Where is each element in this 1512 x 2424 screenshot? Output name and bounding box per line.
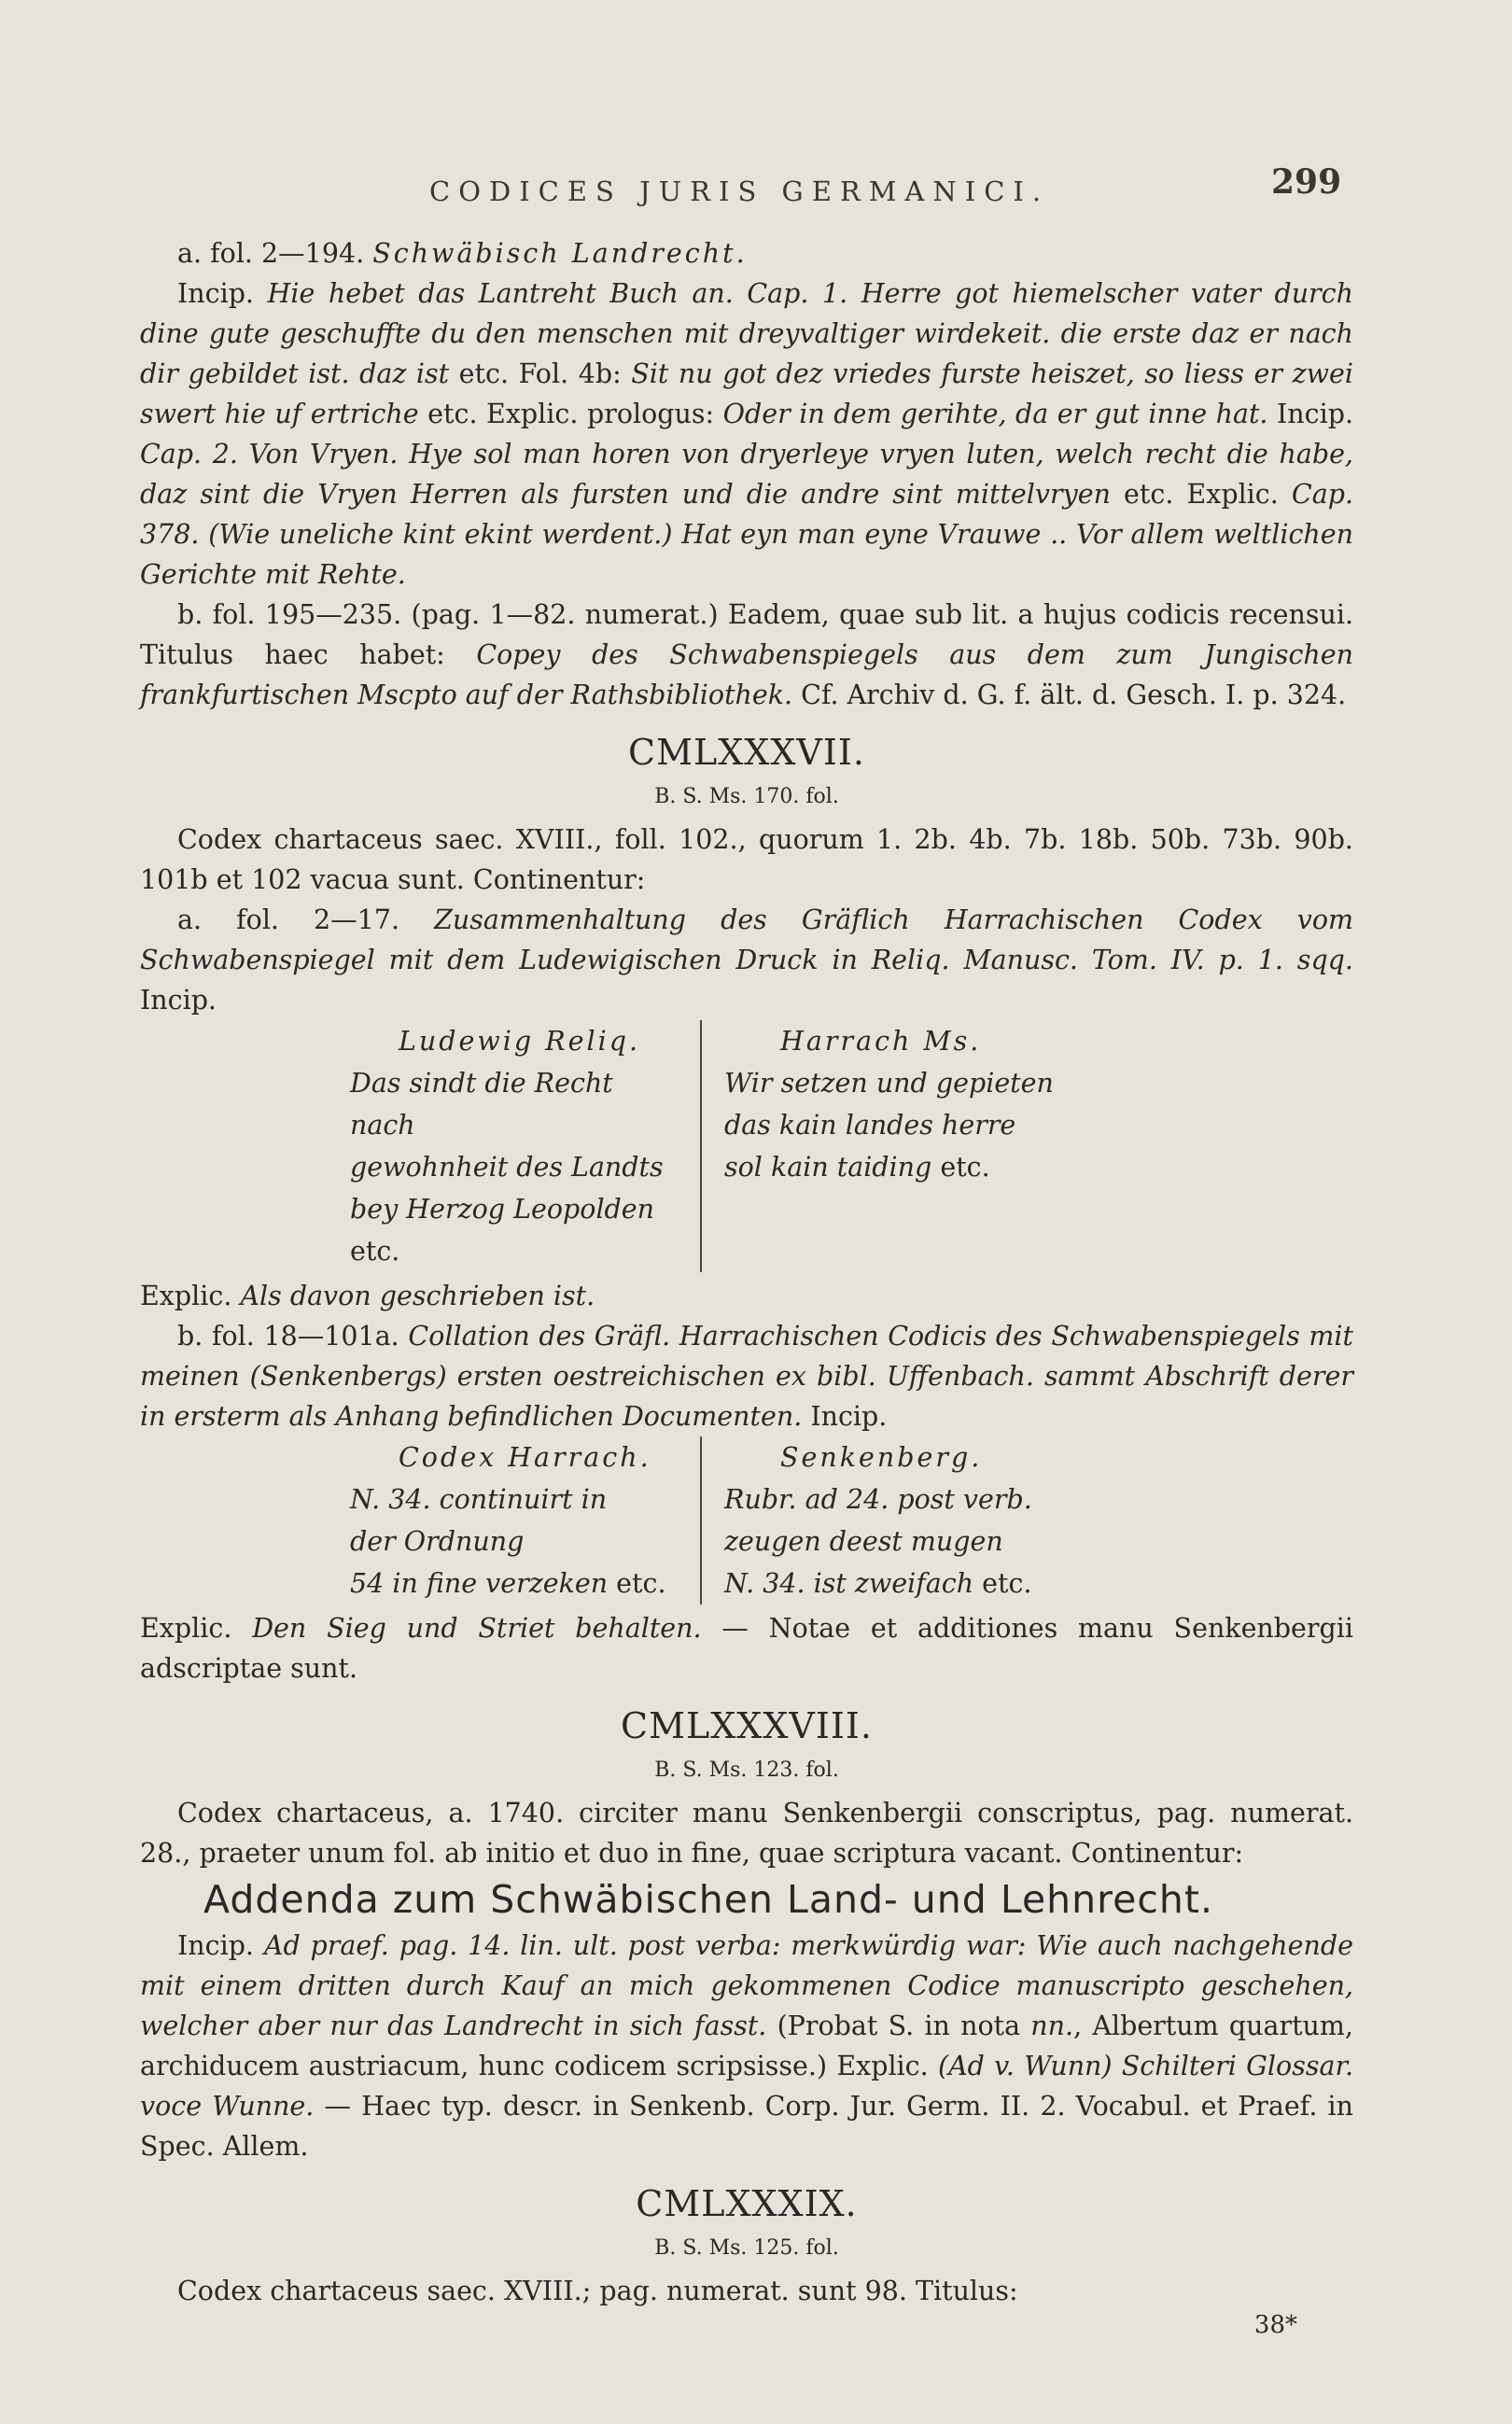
column-heading: Senkenberg. [780, 1442, 983, 1473]
column-heading: Harrach Ms. [780, 1026, 982, 1057]
entry-b-987: b. fol. 18—101a. Collation des Gräfl. Harrachischen Codicis des Schwabenspiegels mit meinen (Senkenbergs) ersten oestreichischen ex bibl. Uffenbach. sammt Abschrift derer in ersterm als Anhang befindlichen Documenten. Incip. [140, 1321, 1353, 1432]
comparison-columns-2 [140, 1436, 1353, 1604]
column-codex-harrach [140, 1436, 702, 1604]
page-body [140, 233, 1353, 2339]
shelfmark-987: B. S. Ms. 170. fol. [654, 785, 839, 808]
entry-a-incipit: Incip. Hie hebet das Lantreht Buch an. Cap. 1. Herre got hiemelscher vater durch dine gute geschuffte du den menschen mit dreyvaltiger wirdekeit. die erste daz er nach dir gebildet ist. daz ist etc. Fol. 4b: Sit nu got dez vriedes furste heiszet, so liess er zwei swert hie uf ertriche etc. Explic. prologus: Oder in dem gerihte, da er gut inne hat. Incip. Cap. 2. Von Vryen. Hye sol man horen von dryerleye vryen luten, welch recht die habe, daz sint die Vryen Herren als fursten und die andre sint mittelvryen etc. Explic. Cap. 378. (Wie uneliche kint ekint werdent.) Hat eyn man eyne Vrauwe .. Vor allem weltlichen Gerichte mit Rehte. [140, 278, 1354, 590]
column-heading: Codex Harrach. [399, 1442, 651, 1473]
column-line: Das sindt die Recht nach [350, 1068, 613, 1141]
codex-description-987: Codex chartaceus saec. XVIII., foll. 102., quorum 1. 2b. 4b. 7b. 18b. 50b. 73b. 90b. 101b et 102 vacua sunt. Continentur: [140, 824, 1353, 895]
column-harrach [702, 1020, 1054, 1272]
entry-a-987: a. fol. 2—17. Zusammenhaltung des Gräflich Harrachischen Codex vom Schwabenspiegel mit dem Ludewigischen Druck in Reliq. Manusc. Tom. IV. p. 1. sqq. Incip. [140, 904, 1353, 1016]
incipit-988: Incip. Ad praef. pag. 14. lin. ult. post verba: merkwürdig war: Wie auch nachgehende mit einem dritten durch Kauf an mich gekommenen Codice manuscripto geschehen, welcher aber nur das Landrecht in sich fasst. (Probat S. in nota nn., Albertum quartum, archiducem austriacum, hunc codicem scripsisse.) Explic. (Ad v. Wunn) Schilteri Glossar. voce Wunne. — Haec typ. descr. in Senkenb. Corp. Jur. Germ. II. 2. Vocabul. et Praef. in Spec. Allem. [140, 1930, 1354, 2162]
codex-heading-987: CMLXXXVII. [628, 732, 865, 773]
signature-mark: 38* [1253, 2311, 1297, 2339]
comparison-columns-1 [140, 1020, 1353, 1272]
column-line: sol kain taiding etc. [724, 1152, 990, 1183]
explicit-987b: Explic. Den Sieg und Striet behalten. — Notae et additiones manu Senkenbergii adscriptae sunt. [140, 1613, 1354, 1684]
shelfmark-989: B. S. Ms. 125. fol. [654, 2236, 839, 2260]
running-title: CODICES JURIS GERMANICI. [429, 175, 1050, 207]
column-senkenberg [702, 1436, 1032, 1604]
codex-description-988: Codex chartaceus, a. 1740. circiter manu Senkenbergii conscriptus, pag. numerat. 28., praeter unum fol. ab initio et duo in fine, quae scriptura vacant. Continentur: [140, 1798, 1353, 1869]
column-line: zeugen deest mugen [724, 1526, 1003, 1557]
column-line: der Ordnung [350, 1526, 525, 1557]
column-line: 54 in fine verzeken etc. [350, 1568, 666, 1599]
column-line: N. 34. ist zweifach etc. [724, 1568, 1032, 1599]
codex-heading-989: CMLXXXIX. [636, 2183, 858, 2224]
column-heading: Ludewig Reliq. [399, 1026, 641, 1057]
shelfmark-988: B. S. Ms. 123. fol. [654, 1758, 839, 1782]
column-line: Wir setzen und gepieten [724, 1068, 1054, 1099]
column-ludewig [140, 1020, 702, 1272]
explicit-987a: Explic. Als davon geschrieben ist. [140, 1281, 595, 1311]
column-line: das kain landes herre [724, 1110, 1016, 1141]
running-header [0, 162, 1512, 213]
codex-heading-988: CMLXXXVIII. [621, 1705, 873, 1746]
entry-b: b. fol. 195—235. (pag. 1—82. numerat.) Eadem, quae sub lit. a hujus codicis recensui. Titulus haec habet: Copey des Schwabenspiegels aus dem zum Jungischen frankfurtischen Mscpto auf der Rathsbibliothek. Cf. Archiv d. G. f. ält. d. Gesch. I. p. 324. [140, 599, 1353, 710]
work-title-988: Addenda zum Schwäbischen Land- und Lehnrecht. [203, 1877, 1213, 1922]
column-line: gewohnheit des Landts [350, 1152, 664, 1183]
entry-a-heading: a. fol. 2—194. Schwäbisch Landrecht. [177, 238, 748, 269]
column-line: N. 34. continuirt in [350, 1484, 608, 1515]
codex-description-989: Codex chartaceus saec. XVIII.; pag. numerat. sunt 98. Titulus: [177, 2276, 1018, 2306]
page-number: 299 [1271, 162, 1342, 202]
column-line: Rubr. ad 24. post verb. [724, 1484, 1032, 1515]
column-line: bey Herzog Leopolden etc. [350, 1194, 655, 1267]
